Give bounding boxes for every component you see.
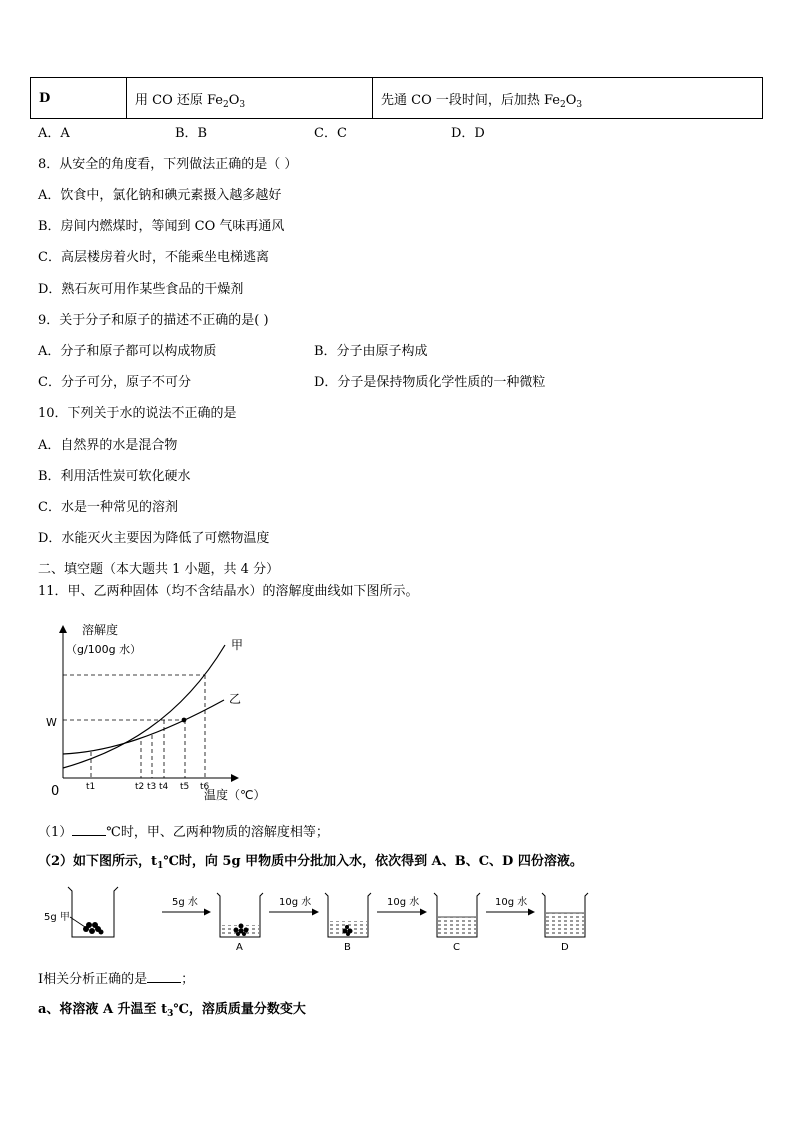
analysis-prefix: Ⅰ相关分析正确的是: [38, 972, 148, 987]
beaker-b: [325, 893, 371, 937]
analysis-suffix: ；: [181, 972, 195, 987]
beaker-c-label: C: [453, 942, 460, 953]
table-cell-letter: D: [31, 78, 127, 119]
beaker-d: [542, 893, 588, 937]
intersection-point: [182, 718, 187, 723]
answer-blank-2[interactable]: [147, 970, 181, 983]
beaker-d-label: D: [561, 942, 569, 953]
q11-part1-prefix: （1）: [38, 825, 73, 840]
x-tick-t3: t3: [147, 782, 157, 792]
beaker-c: [434, 893, 480, 937]
table-cell-experiment: 用 CO 还原 $Fe_2O_3$: [127, 78, 373, 119]
answer-blank-1[interactable]: [72, 823, 106, 836]
q11-part1: [38, 823, 329, 842]
table-row: [31, 78, 763, 119]
series-jia-label: 甲: [231, 638, 244, 652]
series-yi-label: 乙: [229, 692, 242, 706]
q8-option-c[interactable]: C．高层楼房着火时，不能乘坐电梯逃离: [38, 250, 269, 265]
series-yi-curve: [63, 700, 224, 754]
x-tick-t6: t6: [200, 782, 210, 792]
start-label: 5g 甲: [44, 912, 70, 923]
analysis-line: [38, 970, 194, 989]
q7-option-d[interactable]: D．D: [451, 126, 485, 141]
x-tick-t1: t1: [86, 782, 96, 792]
series-jia-curve: [63, 645, 225, 768]
x-tick-t4: t4: [159, 782, 169, 792]
beaker-a-label: A: [236, 942, 243, 953]
q10-option-d[interactable]: D．水能灭火主要因为降低了可燃物温度: [38, 531, 270, 546]
q7-option-c[interactable]: C．C: [314, 126, 347, 141]
experiment-table: [30, 77, 763, 119]
y-mark-w: W: [46, 716, 57, 729]
origin-label: 0: [51, 784, 60, 799]
q9-option-c[interactable]: C．分子可分，原子不可分: [38, 375, 191, 390]
table-cell-operation: 先通 CO 一段时间，后加热 $Fe_2O_3$: [373, 78, 763, 119]
x-tick-t2: t2: [135, 782, 145, 792]
beaker-a: [217, 893, 263, 937]
q11-part1-suffix: ℃时，甲、乙两种物质的溶解度相等；: [106, 825, 329, 840]
q10-option-b[interactable]: B．利用活性炭可软化硬水: [38, 469, 191, 484]
q11-part2: （2）如下图所示，$t_1℃$时，向 5g 甲物质中分批加入水，依次得到 A、B、C、D 四份溶液。: [38, 854, 583, 871]
q9-stem: 9．关于分子和原子的描述不正确的是( ): [38, 313, 269, 328]
q9-option-d[interactable]: D．分子是保持物质化学性质的一种微粒: [314, 375, 546, 390]
section-heading: 二、填空题（本大题共 1 小题，共 4 分）: [38, 562, 280, 577]
q10-stem: 10．下列关于水的说法不正确的是: [38, 406, 237, 421]
q10-option-c[interactable]: C．水是一种常见的溶剂: [38, 500, 178, 515]
q8-option-b[interactable]: B．房间内燃煤时，等闻到 CO 气味再通风: [38, 219, 285, 234]
beaker-start: [68, 887, 118, 937]
q9-option-a[interactable]: A．分子和原子都可以构成物质: [38, 344, 217, 359]
q10-option-a[interactable]: A．自然界的水是混合物: [38, 438, 178, 453]
q9-option-b[interactable]: B．分子由原子构成: [314, 344, 428, 359]
arrow-2-label: 10g 水: [279, 897, 312, 908]
q8-option-a[interactable]: A．饮食中，氯化钠和碘元素摄入越多越好: [38, 188, 282, 203]
x-axis-label: 温度（℃）: [204, 788, 266, 802]
q11-stem: 11．甲、乙两种固体（均不含结晶水）的溶解度曲线如下图所示。: [38, 584, 419, 599]
arrow-4-label: 10g 水: [495, 897, 528, 908]
beaker-b-label: B: [344, 942, 351, 953]
q7-option-b[interactable]: B．B: [175, 126, 208, 141]
arrow-1-label: 5g 水: [172, 897, 198, 908]
q8-option-d[interactable]: D．熟石灰可用作某些食品的干燥剂: [38, 282, 244, 297]
x-tick-t5: t5: [180, 782, 190, 792]
analysis-option-a[interactable]: a、将溶液 A 升温至 $t_3℃$，溶质质量分数变大: [38, 1002, 306, 1019]
q7-option-a[interactable]: A．A: [38, 126, 70, 141]
arrow-3-label: 10g 水: [387, 897, 420, 908]
y-axis-label: 溶解度: [82, 623, 119, 637]
y-axis-unit: （g/100g 水）: [66, 643, 142, 656]
q8-stem: 8．从安全的角度看，下列做法正确的是（ ）: [38, 157, 298, 172]
guide-lines: [63, 675, 205, 778]
